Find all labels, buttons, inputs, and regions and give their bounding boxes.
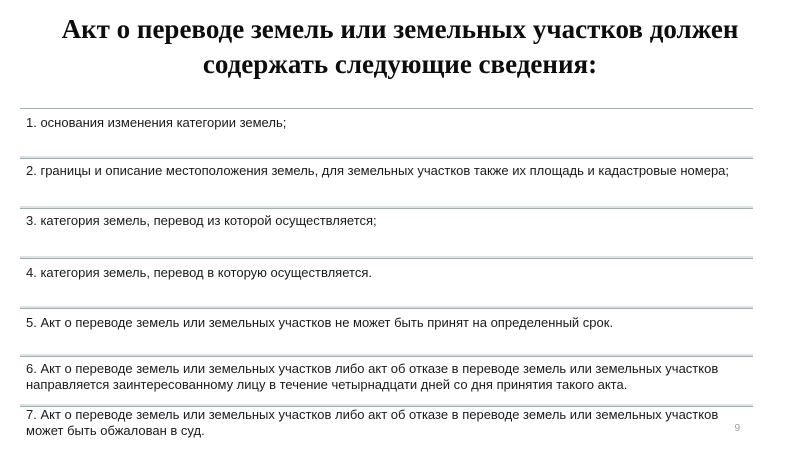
list-item [20,258,753,306]
slide-title: Акт о переводе земель или земельных участков должен содержать следующие сведения: [61,14,739,79]
list-item-text: 7. Акт о переводе земель или земельных участков либо акт об отказе в переводе земель или земельных участков может быть обжалован в суд. [26,407,719,438]
list-item-text: 4. категория земель, перевод в которую осуществляется. [26,265,372,280]
list-item-text: 3. категория земель, перевод из которой осуществляется; [26,213,377,228]
content-list [20,108,753,440]
list-item-text: 6. Акт о переводе земель или земельных участков либо акт об отказе в переводе земель или земельных участков направляется заинтересованному лицу в течение четырнадцати дней со дня принятия такого акта. [26,361,719,392]
list-item-text: 1. основания изменения категории земель; [26,115,287,130]
list-item [20,158,753,206]
list-item-text: 2. границы и описание местоположения земель, для земельных участков также их площадь и кадастровые номера; [26,163,730,178]
list-item [20,108,753,156]
list-item [20,208,753,256]
list-item [20,308,753,354]
list-item [20,356,753,404]
list-item-text: 5. Акт о переводе земель или земельных участков не может быть принят на определенный срок. [26,315,614,330]
page-number: 9 [734,423,740,434]
list-item [20,406,753,440]
